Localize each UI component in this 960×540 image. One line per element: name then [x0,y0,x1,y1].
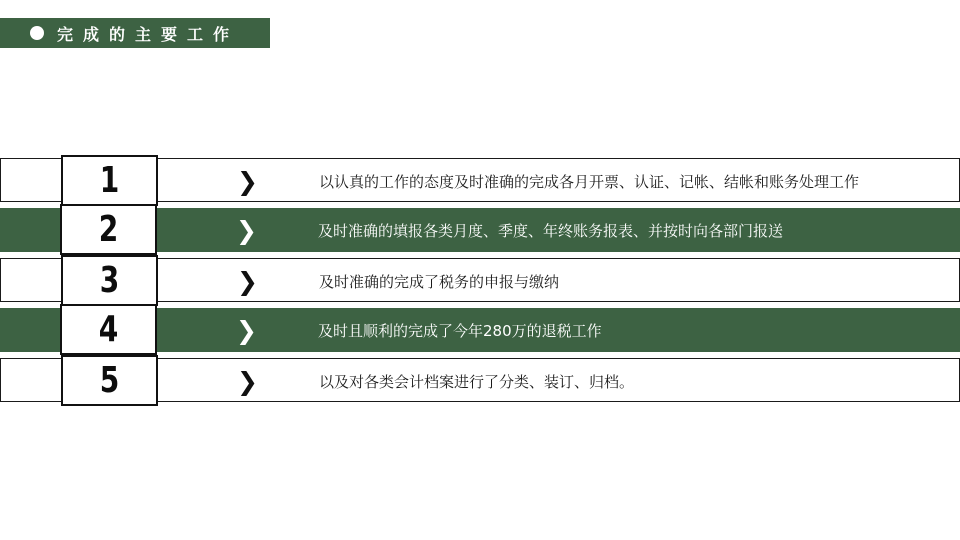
row-number: 4 [98,308,119,350]
row-text: 及时准确的填报各类月度、季度、年终账务报表、并按时向各部门报送 [318,221,784,240]
row-number: 1 [99,159,120,201]
work-row [0,258,960,302]
chevron-right-icon: ❯ [237,166,258,196]
work-row [0,358,960,402]
row-number: 3 [99,259,120,301]
row-number-box [60,304,157,355]
row-number: 2 [98,208,119,250]
row-text: 及时且顺利的完成了今年280万的退税工作 [318,321,602,340]
circle-bullet-icon [30,26,44,40]
row-number: 5 [99,359,120,401]
row-number-box [61,155,158,206]
work-row [0,308,960,352]
slide-title: 完成的主要工作 [57,24,240,44]
row-number-box [60,204,157,255]
row-text: 及时准确的完成了税务的申报与缴纳 [319,272,560,291]
row-text: 以认真的工作的态度及时准确的完成各月开票、认证、记帐、结帐和账务处理工作 [319,172,860,191]
chevron-right-icon: ❯ [236,215,257,245]
row-number-box [61,355,158,406]
row-text: 以及对各类会计档案进行了分类、装订、归档。 [319,372,635,391]
chevron-right-icon: ❯ [236,315,257,345]
work-row [0,158,960,202]
chevron-right-icon: ❯ [237,366,258,396]
chevron-right-icon: ❯ [237,266,258,296]
row-number-box [61,255,158,306]
work-row [0,208,960,252]
slide-title-bar [0,18,270,48]
